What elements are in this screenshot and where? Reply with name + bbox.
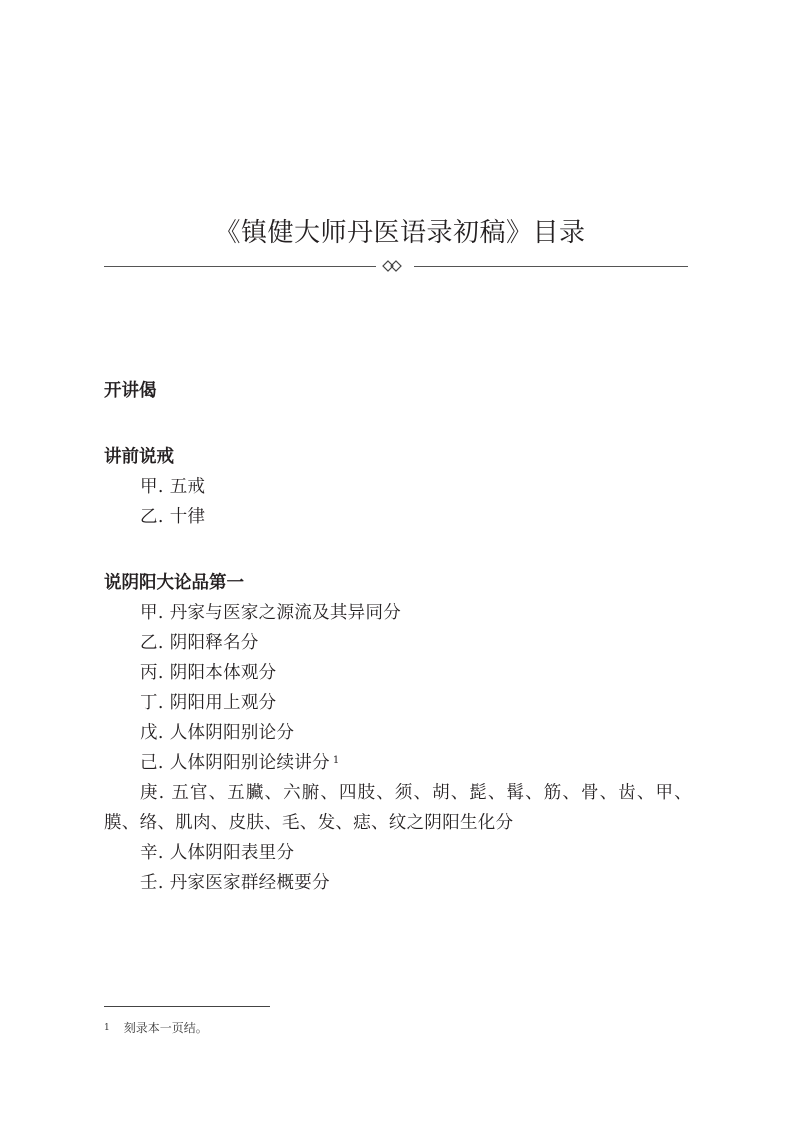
- section-heading[interactable]: 开讲偈: [104, 381, 157, 401]
- toc-item-label: 十律: [169, 507, 206, 527]
- toc-item-number: 己: [140, 753, 158, 773]
- page-title: 《镇健大师丹医语录初稿》目录: [214, 218, 586, 248]
- toc-item-number: 乙: [140, 633, 158, 653]
- toc-item-separator: .: [157, 843, 164, 863]
- toc-item[interactable]: [104, 472, 692, 502]
- toc-item-label: 阴阳本体观分: [169, 663, 277, 683]
- toc-item-label: 人体阴阳别论续讲分: [169, 753, 330, 773]
- toc-item-number: 戊: [140, 723, 158, 743]
- toc-item-number: 庚: [140, 783, 159, 803]
- footnote-reference[interactable]: 1: [332, 755, 340, 766]
- footnote-rule: [104, 1006, 270, 1007]
- toc-item-separator: .: [157, 663, 164, 683]
- toc-item-number: 甲: [140, 603, 158, 623]
- toc-item-separator: .: [157, 603, 164, 623]
- toc-item-separator: .: [157, 753, 164, 773]
- toc-item[interactable]: [104, 748, 692, 778]
- toc-item-number: 丁: [140, 693, 158, 713]
- toc-item-label: 五官、五臟、六腑、四肢、须、胡、髭、髯、筋、骨、齿、甲、膜、络、肌肉、皮肤、毛、发、痣、纹之阴阳生化分: [104, 783, 692, 833]
- toc-item-separator: .: [157, 873, 164, 893]
- section-heading[interactable]: 说阴阳大论品第一: [104, 573, 244, 593]
- title-rule-right: [414, 266, 688, 267]
- toc-item[interactable]: [104, 838, 692, 868]
- toc-item-label: 阴阳用上观分: [169, 693, 277, 713]
- toc-item-number: 乙: [140, 507, 158, 527]
- toc-item[interactable]: [104, 598, 692, 628]
- footnote-text: 刻录本一页结。: [123, 1021, 208, 1035]
- section-gap: [104, 532, 692, 568]
- toc-item-separator: .: [157, 477, 164, 497]
- toc-item-separator: .: [157, 723, 164, 743]
- footnote-mark: 1: [104, 1023, 110, 1033]
- toc-item-separator: .: [157, 507, 164, 527]
- footnote: [104, 1018, 208, 1038]
- toc-item-number: 辛: [140, 843, 158, 863]
- toc-item[interactable]: [104, 502, 692, 532]
- toc-item-number: 丙: [140, 663, 158, 683]
- section-gap: [104, 406, 692, 442]
- toc-item-number: 壬: [140, 873, 158, 893]
- toc-item[interactable]: [104, 718, 692, 748]
- toc-item-label: 人体阴阳别论分: [169, 723, 295, 743]
- toc-item-number: 甲: [140, 477, 158, 497]
- toc-item-label: 丹家与医家之源流及其异同分: [169, 603, 402, 623]
- toc-section: [104, 442, 692, 532]
- toc-section: [104, 568, 692, 898]
- toc-item-label: 五戒: [169, 477, 206, 497]
- toc-item-separator: .: [158, 783, 165, 803]
- section-heading[interactable]: 讲前说戒: [104, 447, 174, 467]
- toc-item-label: 丹家医家群经概要分: [169, 873, 330, 893]
- toc-item[interactable]: [104, 658, 692, 688]
- toc-item[interactable]: [104, 688, 692, 718]
- toc-item[interactable]: [104, 778, 692, 838]
- toc-section: [104, 376, 692, 406]
- table-of-contents: [104, 376, 692, 898]
- toc-item[interactable]: [104, 868, 692, 898]
- toc-item-separator: .: [157, 693, 164, 713]
- title-rule-left: [104, 266, 376, 267]
- toc-item[interactable]: [104, 628, 692, 658]
- toc-item-label: 人体阴阳表里分: [169, 843, 295, 863]
- toc-item-separator: .: [157, 633, 164, 653]
- diamond-ornament-icon: [381, 259, 409, 273]
- toc-item-label: 阴阳释名分: [169, 633, 259, 653]
